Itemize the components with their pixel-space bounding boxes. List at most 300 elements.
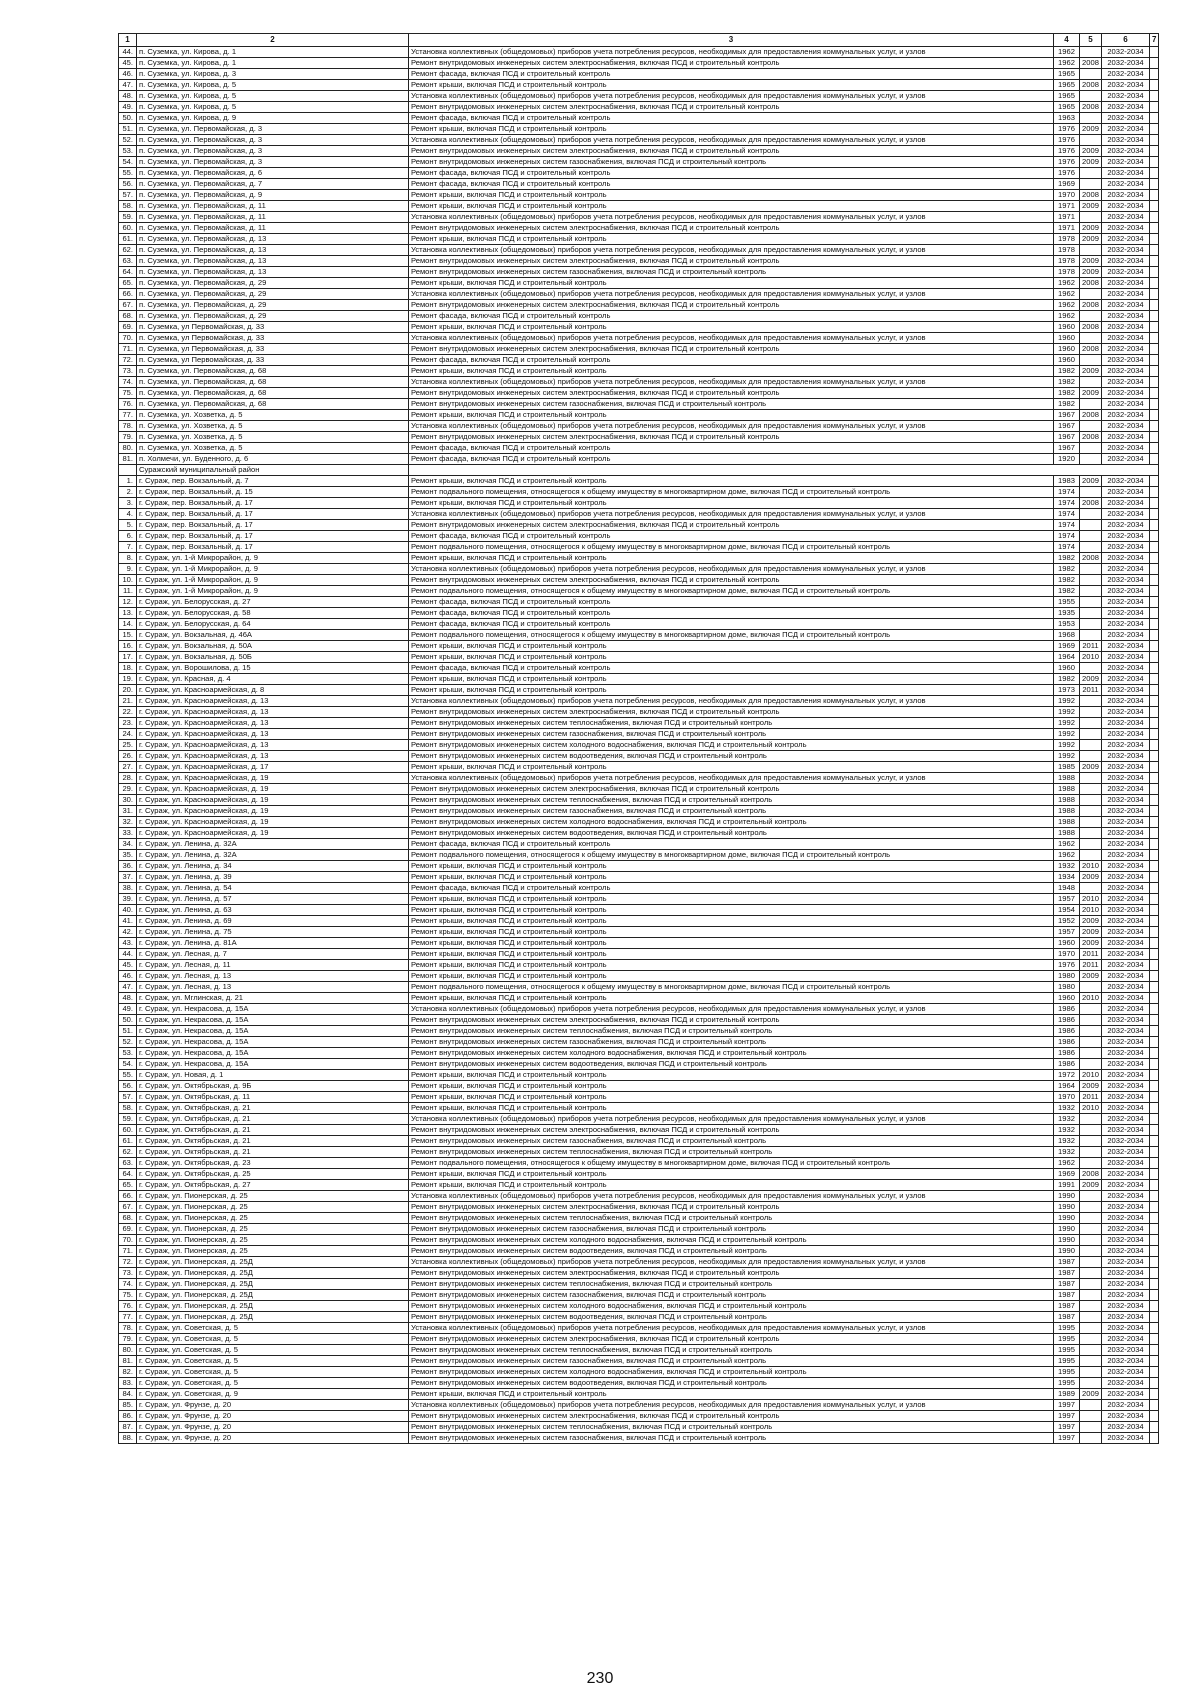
address-cell: г. Сураж, ул. Ленина, д. 63: [137, 905, 409, 916]
table-row: [119, 1147, 1159, 1158]
last-repair-cell: [1080, 1422, 1102, 1433]
planned-period-cell: 2032-2034: [1102, 1103, 1150, 1114]
table-row: [119, 806, 1159, 817]
planned-period-cell: 2032-2034: [1102, 773, 1150, 784]
row-number: 49.: [119, 1004, 137, 1015]
table-row: [119, 1037, 1159, 1048]
work-type-cell: Ремонт фасада, включая ПСД и строительный контроль: [409, 443, 1054, 454]
address-cell: п. Суземка, ул. Первомайская, д. 9: [137, 190, 409, 201]
build-year-cell: 1987: [1054, 1257, 1080, 1268]
work-type-cell: Ремонт крыши, включая ПСД и строительный контроль: [409, 894, 1054, 905]
table-row: [119, 1191, 1159, 1202]
row-number: 53.: [119, 1048, 137, 1059]
address-cell: г. Сураж, пер. Вокзальный, д. 7: [137, 476, 409, 487]
table-body: [119, 47, 1159, 1444]
address-cell: г. Сураж, ул. Октябрьская, д. 21: [137, 1147, 409, 1158]
row-number: 67.: [119, 1202, 137, 1213]
planned-period-cell: 2032-2034: [1102, 1290, 1150, 1301]
build-year-cell: 1995: [1054, 1334, 1080, 1345]
work-type-cell: Установка коллективных (общедомовых) приборов учета потребления ресурсов, необходимых для предоставления коммунальных услуг, и узлов: [409, 1257, 1054, 1268]
column-7-cell: [1150, 1356, 1159, 1367]
work-type-cell: Ремонт подвального помещения, относящегося к общему имуществу в многоквартирном доме, включая ПСД и строительный контроль: [409, 487, 1054, 498]
build-year-cell: 1982: [1054, 564, 1080, 575]
last-repair-cell: [1080, 1026, 1102, 1037]
build-year-cell: 1995: [1054, 1367, 1080, 1378]
planned-period-cell: 2032-2034: [1102, 520, 1150, 531]
planned-period-cell: 2032-2034: [1102, 784, 1150, 795]
column-7-cell: [1150, 267, 1159, 278]
planned-period-cell: 2032-2034: [1102, 311, 1150, 322]
address-cell: г. Сураж, пер. Вокзальный, д. 17: [137, 531, 409, 542]
table-row: [119, 377, 1159, 388]
planned-period-cell: 2032-2034: [1102, 333, 1150, 344]
build-year-cell: 1990: [1054, 1213, 1080, 1224]
column-7-cell: [1150, 729, 1159, 740]
planned-period-cell: 2032-2034: [1102, 1048, 1150, 1059]
work-type-cell: Установка коллективных (общедомовых) приборов учета потребления ресурсов, необходимых для предоставления коммунальных услуг, и узлов: [409, 1191, 1054, 1202]
table-row: [119, 839, 1159, 850]
work-type-cell: Ремонт внутридомовых инженерных систем водоотведения, включая ПСД и строительный контроль: [409, 1059, 1054, 1070]
column-7-cell: [1150, 674, 1159, 685]
column-7-cell: [1150, 322, 1159, 333]
address-cell: п. Суземка, ул. Кирова, д. 1: [137, 58, 409, 69]
planned-period-cell: 2032-2034: [1102, 564, 1150, 575]
column-7-cell: [1150, 575, 1159, 586]
last-repair-cell: 2011: [1080, 641, 1102, 652]
table-row: [119, 630, 1159, 641]
last-repair-cell: 2008: [1080, 344, 1102, 355]
address-cell: г. Сураж, ул. Пионерская, д. 25Д: [137, 1279, 409, 1290]
planned-period-cell: 2032-2034: [1102, 289, 1150, 300]
column-7-cell: [1150, 685, 1159, 696]
last-repair-cell: [1080, 1048, 1102, 1059]
planned-period-cell: 2032-2034: [1102, 696, 1150, 707]
address-cell: г. Сураж, ул. Октябрьская, д. 21: [137, 1136, 409, 1147]
work-type-cell: Ремонт внутридомовых инженерных систем холодного водоснабжения, включая ПСД и строительный контроль: [409, 1367, 1054, 1378]
row-number: 78.: [119, 1323, 137, 1334]
build-year-cell: 1995: [1054, 1356, 1080, 1367]
build-year-cell: 1986: [1054, 1059, 1080, 1070]
column-7-cell: [1150, 1037, 1159, 1048]
table-row: [119, 652, 1159, 663]
table-row: [119, 993, 1159, 1004]
table-row: [119, 278, 1159, 289]
address-cell: г. Сураж, ул. Пионерская, д. 25: [137, 1191, 409, 1202]
planned-period-cell: 2032-2034: [1102, 949, 1150, 960]
table-row: [119, 1268, 1159, 1279]
row-number: 74.: [119, 377, 137, 388]
last-repair-cell: [1080, 1334, 1102, 1345]
work-type-cell: Ремонт фасада, включая ПСД и строительный контроль: [409, 168, 1054, 179]
column-7-cell: [1150, 377, 1159, 388]
row-number: 52.: [119, 1037, 137, 1048]
last-repair-cell: [1080, 443, 1102, 454]
column-7-cell: [1150, 1191, 1159, 1202]
address-cell: п. Суземка, ул. Первомайская, д. 3: [137, 124, 409, 135]
work-type-cell: Ремонт крыши, включая ПСД и строительный контроль: [409, 1389, 1054, 1400]
column-7-cell: [1150, 982, 1159, 993]
row-number: 60.: [119, 223, 137, 234]
address-cell: г. Сураж, ул. Октябрьская, д. 21: [137, 1125, 409, 1136]
table-row: [119, 1158, 1159, 1169]
capital-repair-table: [118, 33, 1159, 1444]
row-number: 16.: [119, 641, 137, 652]
row-number: 49.: [119, 102, 137, 113]
work-type-cell: Ремонт фасада, включая ПСД и строительный контроль: [409, 69, 1054, 80]
row-number: 37.: [119, 872, 137, 883]
row-number: 59.: [119, 212, 137, 223]
build-year-cell: 1974: [1054, 531, 1080, 542]
table-row: [119, 784, 1159, 795]
last-repair-cell: 2011: [1080, 1092, 1102, 1103]
row-number: 54.: [119, 157, 137, 168]
row-number: 75.: [119, 388, 137, 399]
column-7-cell: [1150, 861, 1159, 872]
planned-period-cell: 2032-2034: [1102, 1389, 1150, 1400]
last-repair-cell: [1080, 740, 1102, 751]
row-number: 70.: [119, 333, 137, 344]
planned-period-cell: 2032-2034: [1102, 1004, 1150, 1015]
column-7-cell: [1150, 1103, 1159, 1114]
row-number: 20.: [119, 685, 137, 696]
build-year-cell: 1982: [1054, 674, 1080, 685]
build-year-cell: 1934: [1054, 872, 1080, 883]
table-row: [119, 916, 1159, 927]
last-repair-cell: 2008: [1080, 432, 1102, 443]
address-cell: г. Сураж, пер. Вокзальный, д. 17: [137, 509, 409, 520]
build-year-cell: 1932: [1054, 1136, 1080, 1147]
last-repair-cell: [1080, 1059, 1102, 1070]
address-cell: г. Сураж, ул. Ленина, д. 81А: [137, 938, 409, 949]
planned-period-cell: 2032-2034: [1102, 1400, 1150, 1411]
column-7-cell: [1150, 487, 1159, 498]
build-year-cell: 1962: [1054, 58, 1080, 69]
build-year-cell: 1960: [1054, 322, 1080, 333]
work-type-cell: Ремонт внутридомовых инженерных систем электроснабжения, включая ПСД и строительный контроль: [409, 223, 1054, 234]
planned-period-cell: 2032-2034: [1102, 894, 1150, 905]
column-7-cell: [1150, 432, 1159, 443]
address-cell: г. Сураж, ул. Пионерская, д. 25Д: [137, 1290, 409, 1301]
row-number: 63.: [119, 256, 137, 267]
table-row: [119, 1334, 1159, 1345]
column-header: 5: [1080, 34, 1102, 47]
table-row: [119, 850, 1159, 861]
table-row: [119, 905, 1159, 916]
build-year-cell: 1976: [1054, 146, 1080, 157]
build-year-cell: 1970: [1054, 1092, 1080, 1103]
last-repair-cell: [1080, 1004, 1102, 1015]
build-year-cell: 1988: [1054, 795, 1080, 806]
row-number: 13.: [119, 608, 137, 619]
table-row: [119, 300, 1159, 311]
row-number: 88.: [119, 1433, 137, 1444]
planned-period-cell: 2032-2034: [1102, 597, 1150, 608]
build-year-cell: 1988: [1054, 828, 1080, 839]
table-row: [119, 454, 1159, 465]
table-row: [119, 751, 1159, 762]
row-number: 26.: [119, 751, 137, 762]
last-repair-cell: 2008: [1080, 498, 1102, 509]
column-7-cell: [1150, 168, 1159, 179]
build-year-cell: 1962: [1054, 300, 1080, 311]
build-year-cell: 1987: [1054, 1279, 1080, 1290]
address-cell: г. Сураж, ул. Некрасова, д. 15А: [137, 1037, 409, 1048]
address-cell: п. Суземка, ул. Кирова, д. 3: [137, 69, 409, 80]
planned-period-cell: 2032-2034: [1102, 168, 1150, 179]
row-number: 32.: [119, 817, 137, 828]
row-number: 41.: [119, 916, 137, 927]
column-7-cell: [1150, 1400, 1159, 1411]
last-repair-cell: [1080, 1136, 1102, 1147]
planned-period-cell: 2032-2034: [1102, 1279, 1150, 1290]
address-cell: г. Сураж, ул. Октябрьская, д. 21: [137, 1114, 409, 1125]
last-repair-cell: [1080, 1411, 1102, 1422]
build-year-cell: 1932: [1054, 1125, 1080, 1136]
build-year-cell: 1983: [1054, 476, 1080, 487]
work-type-cell: Ремонт фасада, включая ПСД и строительный контроль: [409, 608, 1054, 619]
work-type-cell: Ремонт внутридомовых инженерных систем электроснабжения, включая ПСД и строительный контроль: [409, 1202, 1054, 1213]
planned-period-cell: 2032-2034: [1102, 245, 1150, 256]
column-7-cell: [1150, 971, 1159, 982]
planned-period-cell: 2032-2034: [1102, 718, 1150, 729]
column-7-cell: [1150, 1224, 1159, 1235]
row-number: 55.: [119, 1070, 137, 1081]
address-cell: п. Суземка, ул. Хозветка, д. 5: [137, 410, 409, 421]
address-cell: г. Сураж, ул. Ленина, д. 32А: [137, 850, 409, 861]
column-7-cell: [1150, 795, 1159, 806]
build-year-cell: 1962: [1054, 311, 1080, 322]
work-type-cell: Ремонт внутридомовых инженерных систем теплоснабжения, включая ПСД и строительный контроль: [409, 1026, 1054, 1037]
row-number: 80.: [119, 1345, 137, 1356]
last-repair-cell: [1080, 795, 1102, 806]
work-type-cell: Установка коллективных (общедомовых) приборов учета потребления ресурсов, необходимых для предоставления коммунальных услуг, и узлов: [409, 212, 1054, 223]
column-7-cell: [1150, 1213, 1159, 1224]
table-row: [119, 1125, 1159, 1136]
build-year-cell: 1990: [1054, 1224, 1080, 1235]
address-cell: г. Сураж, ул. Некрасова, д. 15А: [137, 1004, 409, 1015]
planned-period-cell: 2032-2034: [1102, 751, 1150, 762]
build-year-cell: 1997: [1054, 1400, 1080, 1411]
build-year-cell: 1962: [1054, 850, 1080, 861]
table-row: [119, 1169, 1159, 1180]
planned-period-cell: 2032-2034: [1102, 113, 1150, 124]
build-year-cell: 1974: [1054, 498, 1080, 509]
row-number: 51.: [119, 124, 137, 135]
address-cell: г. Сураж, ул. Некрасова, д. 15А: [137, 1015, 409, 1026]
address-cell: г. Сураж, пер. Вокзальный, д. 17: [137, 542, 409, 553]
planned-period-cell: 2032-2034: [1102, 410, 1150, 421]
planned-period-cell: 2032-2034: [1102, 1059, 1150, 1070]
row-number: 18.: [119, 663, 137, 674]
column-7-cell: [1150, 993, 1159, 1004]
address-cell: п. Суземка, ул. Первомайская, д. 3: [137, 135, 409, 146]
build-year-cell: 1965: [1054, 69, 1080, 80]
row-number: 39.: [119, 894, 137, 905]
address-cell: г. Сураж, ул. Октябрьская, д. 25: [137, 1169, 409, 1180]
last-repair-cell: 2009: [1080, 872, 1102, 883]
build-year-cell: 1962: [1054, 47, 1080, 58]
planned-period-cell: 2032-2034: [1102, 1345, 1150, 1356]
last-repair-cell: 2008: [1080, 553, 1102, 564]
column-7-cell: [1150, 388, 1159, 399]
address-cell: г. Сураж, ул. Пионерская, д. 25Д: [137, 1268, 409, 1279]
address-cell: г. Сураж, ул. Красноармейская, д. 19: [137, 828, 409, 839]
address-cell: п. Суземка, ул. Первомайская, д. 11: [137, 212, 409, 223]
work-type-cell: Ремонт внутридомовых инженерных систем водоотведения, включая ПСД и строительный контроль: [409, 1378, 1054, 1389]
last-repair-cell: 2009: [1080, 916, 1102, 927]
row-number: 67.: [119, 300, 137, 311]
table-row: [119, 1114, 1159, 1125]
planned-period-cell: 2032-2034: [1102, 190, 1150, 201]
column-7-cell: [1150, 300, 1159, 311]
table-row: [119, 234, 1159, 245]
work-type-cell: Ремонт внутридомовых инженерных систем газоснабжения, включая ПСД и строительный контроль: [409, 1136, 1054, 1147]
work-type-cell: Ремонт внутридомовых инженерных систем электроснабжения, включая ПСД и строительный контроль: [409, 58, 1054, 69]
column-7-cell: [1150, 1114, 1159, 1125]
table-row: [119, 1323, 1159, 1334]
last-repair-cell: [1080, 212, 1102, 223]
work-type-cell: Ремонт внутридомовых инженерных систем водоотведения, включая ПСД и строительный контроль: [409, 1312, 1054, 1323]
column-7-cell: [1150, 1158, 1159, 1169]
address-cell: г. Сураж, ул. Ленина, д. 32А: [137, 839, 409, 850]
column-7-cell: [1150, 1180, 1159, 1191]
last-repair-cell: [1080, 663, 1102, 674]
last-repair-cell: [1080, 289, 1102, 300]
table-row: [119, 399, 1159, 410]
build-year-cell: 1988: [1054, 784, 1080, 795]
table-row: [119, 872, 1159, 883]
build-year-cell: 1986: [1054, 1037, 1080, 1048]
work-type-cell: Ремонт фасада, включая ПСД и строительный контроль: [409, 113, 1054, 124]
row-number: 73.: [119, 1268, 137, 1279]
planned-period-cell: 2032-2034: [1102, 278, 1150, 289]
address-cell: г. Сураж, ул. Советская, д. 5: [137, 1378, 409, 1389]
work-type-cell: Ремонт внутридомовых инженерных систем теплоснабжения, включая ПСД и строительный контроль: [409, 1345, 1054, 1356]
work-type-cell: Ремонт внутридомовых инженерных систем теплоснабжения, включая ПСД и строительный контроль: [409, 718, 1054, 729]
address-cell: г. Сураж, ул. Красная, д. 4: [137, 674, 409, 685]
build-year-cell: 1932: [1054, 1114, 1080, 1125]
work-type-cell: Ремонт крыши, включая ПСД и строительный контроль: [409, 641, 1054, 652]
work-type-cell: Установка коллективных (общедомовых) приборов учета потребления ресурсов, необходимых для предоставления коммунальных услуг, и узлов: [409, 289, 1054, 300]
row-number: 14.: [119, 619, 137, 630]
table-row: [119, 1257, 1159, 1268]
work-type-cell: Ремонт крыши, включая ПСД и строительный контроль: [409, 234, 1054, 245]
planned-period-cell: 2032-2034: [1102, 69, 1150, 80]
planned-period-cell: 2032-2034: [1102, 1246, 1150, 1257]
build-year-cell: 1997: [1054, 1411, 1080, 1422]
planned-period-cell: 2032-2034: [1102, 1323, 1150, 1334]
column-7-cell: [1150, 894, 1159, 905]
work-type-cell: Установка коллективных (общедомовых) приборов учета потребления ресурсов, необходимых для предоставления коммунальных услуг, и узлов: [409, 1323, 1054, 1334]
address-cell: г. Сураж, ул. Октябрьская, д. 23: [137, 1158, 409, 1169]
build-year-cell: 1976: [1054, 135, 1080, 146]
table-row: [119, 982, 1159, 993]
work-type-cell: Ремонт крыши, включая ПСД и строительный контроль: [409, 1081, 1054, 1092]
row-number: 35.: [119, 850, 137, 861]
address-cell: п. Суземка, ул. Первомайская, д. 7: [137, 179, 409, 190]
planned-period-cell: 2032-2034: [1102, 762, 1150, 773]
planned-period-cell: 2032-2034: [1102, 806, 1150, 817]
last-repair-cell: [1080, 1224, 1102, 1235]
column-7-cell: [1150, 850, 1159, 861]
last-repair-cell: [1080, 245, 1102, 256]
address-cell: г. Сураж, ул. Красноармейская, д. 13: [137, 729, 409, 740]
row-number: 66.: [119, 289, 137, 300]
column-7-cell: [1150, 1246, 1159, 1257]
column-7-cell: [1150, 641, 1159, 652]
column-7-cell: [1150, 1290, 1159, 1301]
row-number: 25.: [119, 740, 137, 751]
table-row: [119, 718, 1159, 729]
planned-period-cell: 2032-2034: [1102, 1301, 1150, 1312]
build-year-cell: 1970: [1054, 190, 1080, 201]
planned-period-cell: 2032-2034: [1102, 1411, 1150, 1422]
column-header: 3: [409, 34, 1054, 47]
planned-period-cell: 2032-2034: [1102, 707, 1150, 718]
build-year-cell: 1978: [1054, 234, 1080, 245]
table-row: [119, 179, 1159, 190]
column-header: 6: [1102, 34, 1150, 47]
last-repair-cell: [1080, 1367, 1102, 1378]
planned-period-cell: 2032-2034: [1102, 663, 1150, 674]
work-type-cell: Ремонт внутридомовых инженерных систем электроснабжения, включая ПСД и строительный контроль: [409, 1268, 1054, 1279]
last-repair-cell: 2009: [1080, 234, 1102, 245]
planned-period-cell: 2032-2034: [1102, 256, 1150, 267]
work-type-cell: Установка коллективных (общедомовых) приборов учета потребления ресурсов, необходимых для предоставления коммунальных услуг, и узлов: [409, 135, 1054, 146]
column-header: 2: [137, 34, 409, 47]
column-7-cell: [1150, 1345, 1159, 1356]
planned-period-cell: 2032-2034: [1102, 267, 1150, 278]
build-year-cell: 1932: [1054, 1103, 1080, 1114]
build-year-cell: 1982: [1054, 586, 1080, 597]
work-type-cell: Ремонт крыши, включая ПСД и строительный контроль: [409, 1180, 1054, 1191]
last-repair-cell: [1080, 1015, 1102, 1026]
work-type-cell: Установка коллективных (общедомовых) приборов учета потребления ресурсов, необходимых для предоставления коммунальных услуг, и узлов: [409, 421, 1054, 432]
planned-period-cell: 2032-2034: [1102, 146, 1150, 157]
column-7-cell: [1150, 1125, 1159, 1136]
last-repair-cell: [1080, 542, 1102, 553]
work-type-cell: Ремонт внутридомовых инженерных систем газоснабжения, включая ПСД и строительный контроль: [409, 267, 1054, 278]
work-type-cell: Ремонт крыши, включая ПСД и строительный контроль: [409, 762, 1054, 773]
build-year-cell: 1976: [1054, 960, 1080, 971]
work-type-cell: Ремонт внутридомовых инженерных систем холодного водоснабжения, включая ПСД и строительный контроль: [409, 817, 1054, 828]
build-year-cell: 1992: [1054, 718, 1080, 729]
build-year-cell: 1986: [1054, 1048, 1080, 1059]
build-year-cell: 1960: [1054, 333, 1080, 344]
row-number: 3.: [119, 498, 137, 509]
last-repair-cell: [1080, 1400, 1102, 1411]
work-type-cell: Ремонт подвального помещения, относящегося к общему имуществу в многоквартирном доме, включая ПСД и строительный контроль: [409, 1158, 1054, 1169]
address-cell: г. Сураж, ул. 1-й Микрорайон, д. 9: [137, 586, 409, 597]
table-row: [119, 1422, 1159, 1433]
column-7-cell: [1150, 1411, 1159, 1422]
table-row: [119, 410, 1159, 421]
planned-period-cell: 2032-2034: [1102, 553, 1150, 564]
table-row: [119, 1367, 1159, 1378]
work-type-cell: Ремонт крыши, включая ПСД и строительный контроль: [409, 1103, 1054, 1114]
row-number: 44.: [119, 949, 137, 960]
column-7-cell: [1150, 1092, 1159, 1103]
table-row: [119, 564, 1159, 575]
work-type-cell: Установка коллективных (общедомовых) приборов учета потребления ресурсов, необходимых для предоставления коммунальных услуг, и узлов: [409, 91, 1054, 102]
work-type-cell: Ремонт внутридомовых инженерных систем электроснабжения, включая ПСД и строительный контроль: [409, 432, 1054, 443]
address-cell: г. Сураж, ул. Вокзальная, д. 46А: [137, 630, 409, 641]
last-repair-cell: 2009: [1080, 146, 1102, 157]
last-repair-cell: [1080, 509, 1102, 520]
last-repair-cell: 2009: [1080, 223, 1102, 234]
table-row: [119, 927, 1159, 938]
column-7-cell: [1150, 872, 1159, 883]
